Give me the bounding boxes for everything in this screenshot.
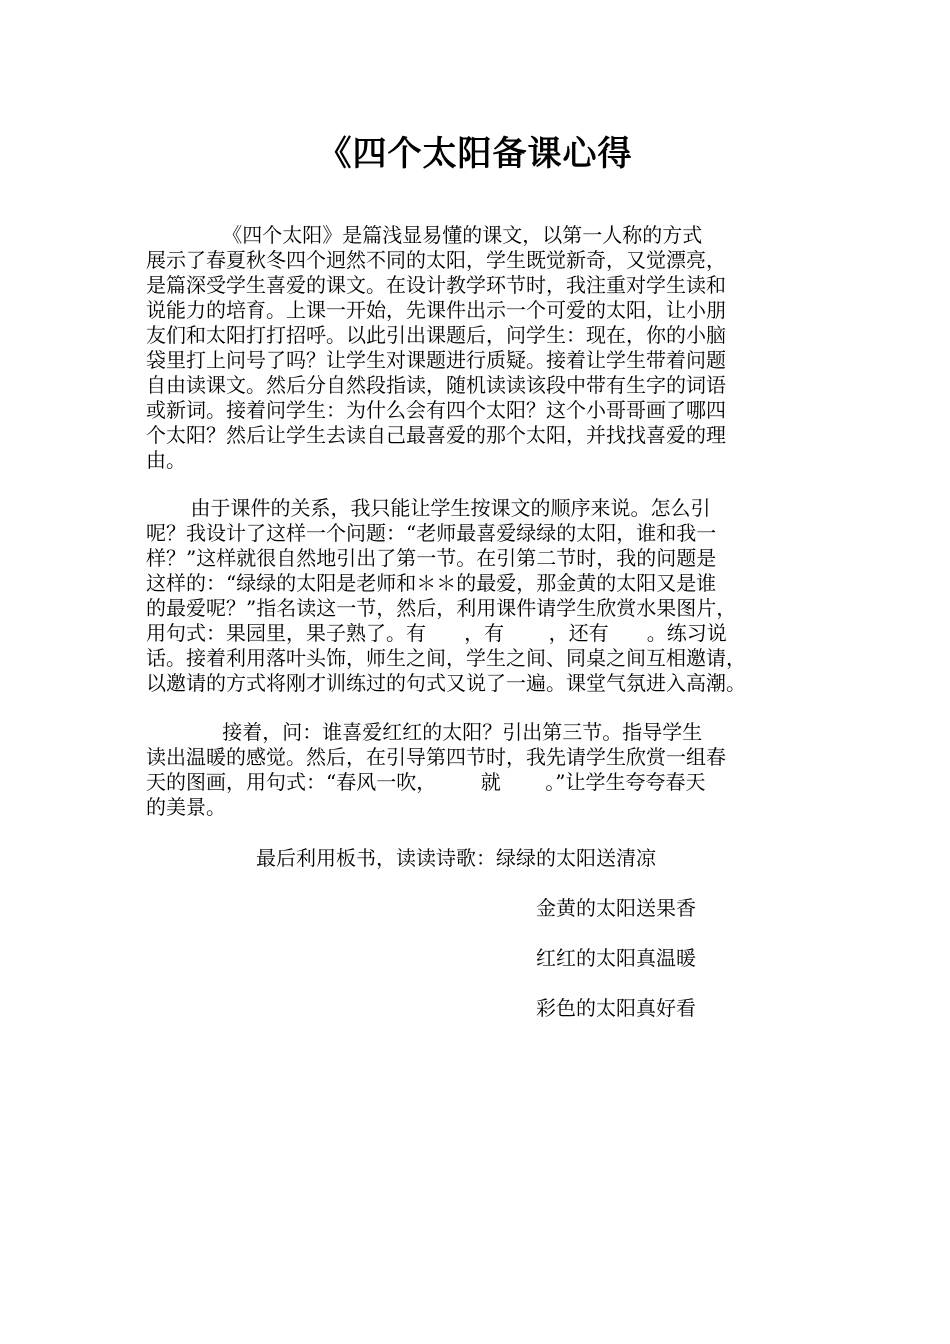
paragraph-line: 呢？我设计了这样一个问题：“老师最喜爱绿绿的太阳，谁和我一 xyxy=(146,521,717,545)
paragraph-line: 样？”这样就很自然地引出了第一节。在引第二节时，我的问题是 xyxy=(146,546,717,570)
poem-line: 红红的太阳真温暖 xyxy=(536,946,696,970)
poem-line: 彩色的太阳真好看 xyxy=(536,996,696,1020)
paragraph-line: 读出温暖的感觉。然后，在引导第四节时，我先请学生欣赏一组春 xyxy=(146,745,726,769)
poem-line: 金黄的太阳送果香 xyxy=(536,896,696,920)
poem-intro: 最后利用板书，读读诗歌：绿绿的太阳送清凉 xyxy=(256,846,656,870)
paragraph-line: 说能力的培育。上课一开始，先课件出示一个可爱的太阳，让小朋 xyxy=(146,298,726,322)
paragraph-line: 的最爱呢？”指名读这一节，然后，利用课件请学生欣赏水果图片， xyxy=(146,596,737,620)
paragraph-line: 展示了春夏秋冬四个迥然不同的太阳，学生既觉新奇，又觉漂亮， xyxy=(146,248,726,272)
paragraph-line: 《四个太阳》是篇浅显易懂的课文，以第一人称的方式 xyxy=(146,223,703,247)
paragraph-line: 话。接着利用落叶头饰，师生之间，学生之间、同桌之间互相邀请， xyxy=(146,646,746,670)
paragraph-line: 个太阳？然后让学生去读自己最喜爱的那个太阳，并找找喜爱的理 xyxy=(146,423,726,447)
paragraph-line: 接着，问：谁喜爱红红的太阳？引出第三节。指导学生 xyxy=(146,720,703,744)
paragraph-line: 用句式：果园里，果子熟了。有 ，有 ，还有 。练习说 xyxy=(146,621,727,645)
document-title: 《四个太阳备课心得 xyxy=(317,134,633,174)
paragraph-3 xyxy=(146,720,821,820)
paragraph-line: 以邀请的方式将刚才训练过的句式又说了一遍。课堂气氛进入高潮。 xyxy=(146,671,746,695)
paragraph-1 xyxy=(146,223,821,473)
paragraph-line: 的美景。 xyxy=(146,795,226,819)
paragraph-line: 自由读课文。然后分自然段指读，随机读读该段中带有生字的词语 xyxy=(146,373,726,397)
paragraph-line: 由。 xyxy=(146,448,186,472)
paragraph-line: 友们和太阳打打招呼。以此引出课题后，问学生：现在，你的小脑 xyxy=(146,323,726,347)
paragraph-line: 袋里打上问号了吗？让学生对课题进行质疑。接着让学生带着问题 xyxy=(146,348,726,372)
paragraph-line: 天的图画，用句式：“春风一吹， 就 。”让学生夸夸春天 xyxy=(146,770,706,794)
paragraph-line: 是篇深受学生喜爱的课文。在设计教学环节时，我注重对学生读和 xyxy=(146,273,726,297)
paragraph-line: 由于课件的关系，我只能让学生按课文的顺序来说。怎么引 xyxy=(146,496,711,520)
paragraph-2 xyxy=(146,496,821,696)
paragraph-line: 或新词。接着问学生：为什么会有四个太阳？这个小哥哥画了哪四 xyxy=(146,398,726,422)
paragraph-line: 这样的：“绿绿的太阳是老师和＊＊的最爱，那金黄的太阳又是谁 xyxy=(146,571,717,595)
